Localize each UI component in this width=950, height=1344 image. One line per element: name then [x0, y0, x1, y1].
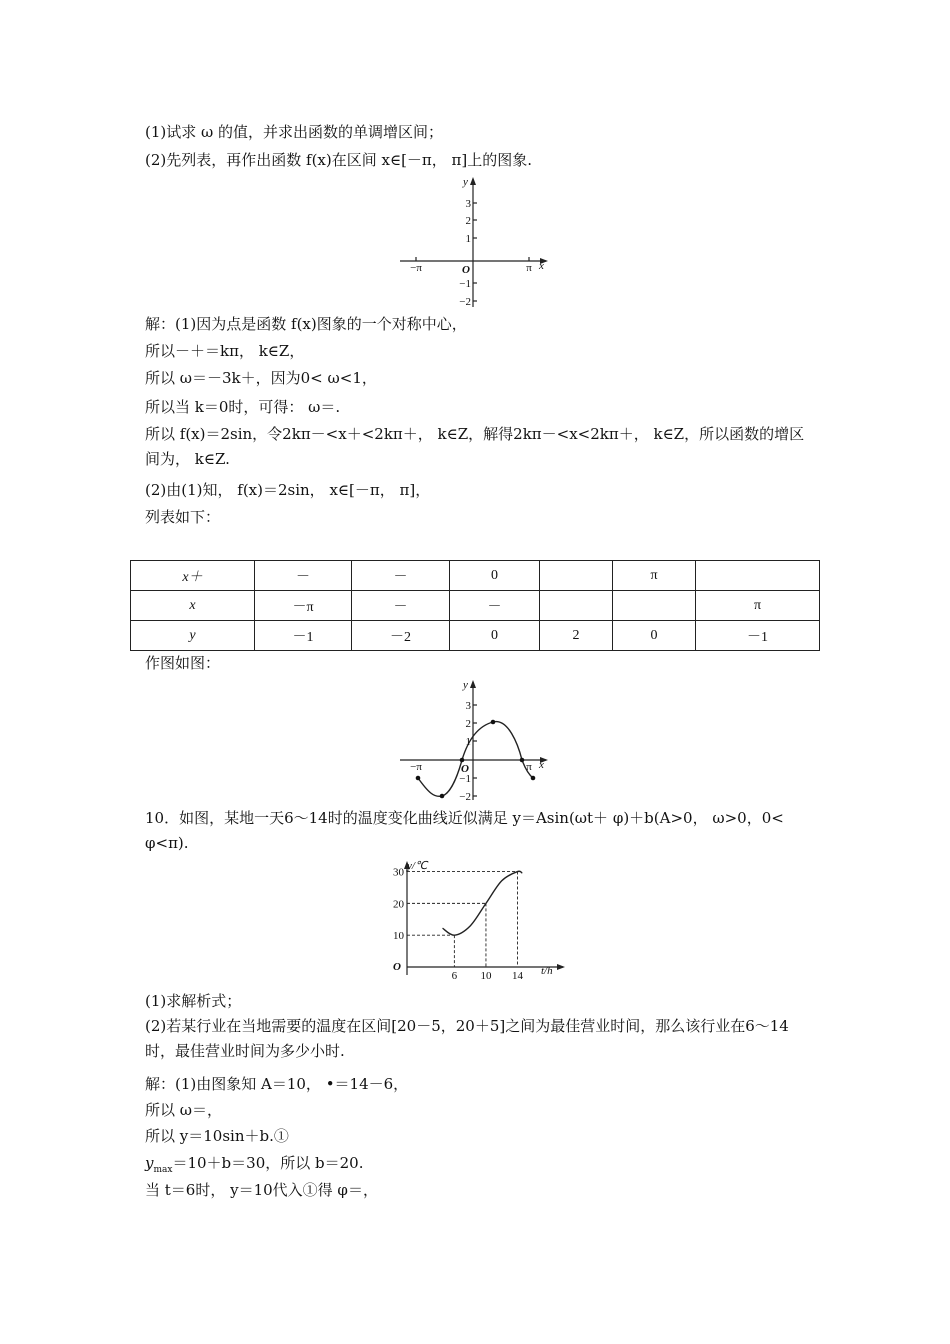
- temperature-chart: [385, 860, 565, 985]
- value-table: [130, 560, 820, 651]
- y-axis-label: y/℃: [407, 860, 428, 872]
- x-tick: −π: [410, 761, 422, 773]
- table-cell: －: [255, 561, 352, 591]
- y-tick: 20: [393, 898, 404, 911]
- solution-line: 所以当 k＝0时，可得： ω＝.: [145, 398, 341, 416]
- question-2: (2)先列表，再作出函数 f(x)在区间 x∈[－π， π]上的图象.: [145, 151, 533, 169]
- y-tick: 3: [465, 198, 471, 210]
- solution-line: 所以－＋＝kπ， k∈Z，: [145, 342, 305, 360]
- table-cell: －π: [255, 591, 352, 621]
- y-tick: 2: [465, 215, 471, 227]
- problem-10-statement: 10．如图，某地一天6～14时的温度变化曲线近似满足 y＝Asin(ωt＋ φ)＋b(A>0， ω>0，0< φ<π).: [145, 809, 784, 852]
- table-row: [131, 591, 820, 621]
- table-cell: －: [352, 591, 450, 621]
- question-1: (1)试求 ω 的值，并求出函数的单调增区间；: [145, 123, 444, 141]
- solution-line: (2)由(1)知， f(x)＝2sin， x∈[－π， π]，: [145, 481, 431, 499]
- solution-line: 解：(1)由图象知 A＝10， •＝14－6，: [145, 1075, 409, 1093]
- y-tick: 1: [465, 736, 471, 748]
- graph-point: [531, 776, 536, 781]
- y-tick: 1: [465, 233, 471, 245]
- blank-axes-figure: [400, 175, 550, 310]
- solution-line: 所以 ω＝，: [145, 1101, 222, 1119]
- table-cell: [613, 591, 696, 621]
- max-subscript: max: [153, 1165, 173, 1175]
- table-cell: [696, 561, 820, 591]
- graph-point: [416, 776, 421, 781]
- solution-paragraph: 所以 f(x)＝2sin，令2kπ－<x＋<2kπ＋， k∈Z，解得2kπ－<x<2kπ＋， k∈Z，所以函数的增区间为， k∈Z.: [145, 425, 805, 468]
- y-tick: 30: [393, 866, 404, 879]
- table-cell: －: [352, 561, 450, 591]
- y-arrow-icon: [470, 680, 476, 688]
- origin-label: O: [393, 961, 401, 973]
- solution-line: 解：(1)因为点是函数 f(x)图象的一个对称中心，: [145, 315, 467, 333]
- x-axis-label: t/h: [541, 965, 553, 977]
- table-cell: [540, 591, 613, 621]
- table-cell: －: [450, 591, 540, 621]
- graph-point: [491, 720, 496, 725]
- y-tick: −1: [459, 278, 471, 290]
- x-tick: 10: [480, 970, 492, 982]
- x-arrow-icon: [557, 964, 565, 970]
- solution-text: ＝10＋b＝30，所以 b＝20.: [172, 1154, 364, 1172]
- table-cell: －1: [255, 621, 352, 651]
- table-cell: π: [696, 591, 820, 621]
- table-cell: －2: [352, 621, 450, 651]
- table-cell: 0: [450, 621, 540, 651]
- y-arrow-icon: [470, 177, 476, 185]
- table-row: [131, 621, 820, 651]
- table-row-header: y: [131, 621, 255, 651]
- table-row-header: x＋: [131, 561, 255, 591]
- y-symbol: y: [145, 1154, 154, 1172]
- y-tick: 3: [465, 700, 471, 712]
- origin-label: O: [461, 763, 469, 775]
- solution-line: [145, 1152, 363, 1181]
- y-tick: −1: [459, 773, 471, 785]
- y-tick: −2: [459, 791, 471, 803]
- x-tick: π: [526, 761, 532, 773]
- y-tick: 10: [393, 930, 404, 943]
- table-cell: π: [613, 561, 696, 591]
- graph-point: [520, 758, 525, 763]
- sine-graph-figure: [400, 678, 550, 803]
- graph-point: [440, 794, 445, 799]
- graph-point: [460, 758, 465, 763]
- x-tick: π: [526, 262, 532, 274]
- solution-line: 列表如下：: [145, 508, 221, 526]
- table-row: [131, 561, 820, 591]
- y-tick: 2: [465, 718, 471, 730]
- question-1: (1)求解析式；: [145, 992, 242, 1010]
- y-axis-label: y: [463, 679, 468, 691]
- table-cell: 0: [613, 621, 696, 651]
- table-cell: 0: [450, 561, 540, 591]
- solution-line: 当 t＝6时， y＝10代入①得 φ＝，: [145, 1181, 378, 1199]
- x-tick: 14: [512, 970, 524, 982]
- table-cell: 2: [540, 621, 613, 651]
- solution-line: 所以 y＝10sin＋b.①: [145, 1127, 289, 1145]
- question-2: (2)若某行业在当地需要的温度在区间[20－5，20＋5]之间为最佳营业时间，那么该行业在6～14时，最佳营业时间为多少小时.: [145, 1017, 789, 1060]
- table-row-header: x: [131, 591, 255, 621]
- x-tick: −π: [410, 262, 422, 274]
- sine-curve: [418, 722, 533, 797]
- y-tick: −2: [459, 296, 471, 308]
- y-axis-label: y: [463, 176, 468, 188]
- x-axis-label: x: [539, 759, 544, 771]
- solution-line: 所以 ω＝－3k＋，因为0< ω<1，: [145, 369, 377, 387]
- table-cell: －1: [696, 621, 820, 651]
- x-axis-label: x: [539, 260, 544, 272]
- table-cell: [540, 561, 613, 591]
- origin-label: O: [462, 264, 470, 276]
- x-tick: 6: [451, 970, 458, 982]
- draw-caption: 作图如图：: [145, 654, 221, 672]
